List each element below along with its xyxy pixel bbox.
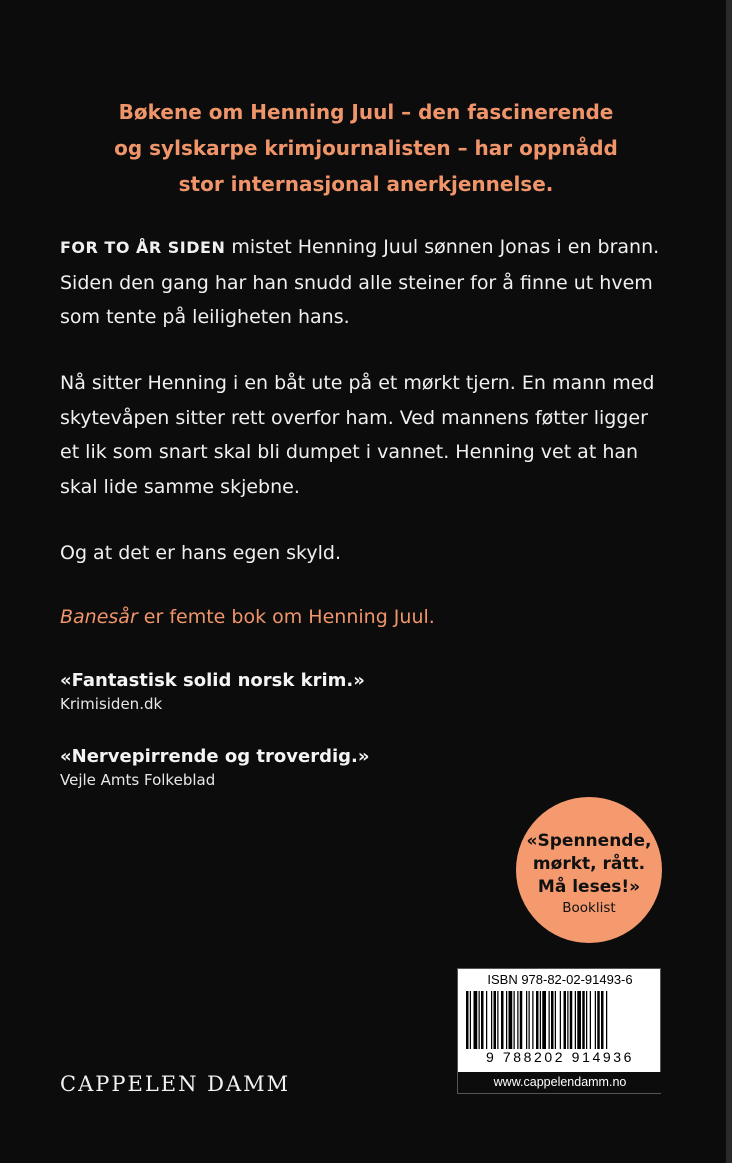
- publisher-logo: CAPPELEN DAMM: [60, 1072, 291, 1096]
- series-line: [60, 600, 660, 635]
- badge-line: «Spennende,: [526, 831, 652, 851]
- tagline-line: Bøkene om Henning Juul – den fascinerende: [118, 100, 614, 124]
- review-quote-1: [60, 669, 660, 715]
- badge-line: Må leses!»: [537, 877, 641, 897]
- tagline-line: og sylskarpe krimjournalisten – har oppnådd: [114, 136, 618, 160]
- badge-line: mørkt, rått.: [532, 854, 646, 874]
- tagline-line: stor internasjonal anerkjennelse.: [178, 172, 554, 196]
- spine-edge: [726, 0, 732, 1163]
- synopsis-paragraph-2: [60, 366, 660, 504]
- publisher-website: www.cappelendamm.no: [458, 1072, 662, 1093]
- barcode-box: [457, 968, 661, 1094]
- review-quote-2: [60, 745, 660, 791]
- quote-source: Krimisiden.dk: [60, 695, 163, 713]
- barcode-digits: 9 788202 914936: [486, 1049, 634, 1065]
- quote-source: Vejle Amts Folkeblad: [60, 771, 216, 789]
- synopsis-line: Nå sitter Henning i en båt ute på et mørkt tjern. En mann med: [60, 372, 655, 394]
- synopsis-lead: FOR TO ÅR SIDEN: [60, 238, 226, 257]
- barcode-icon: [464, 991, 654, 1049]
- synopsis-line: skytevåpen sitter rett overfor ham. Ved mannens føtter ligger: [60, 406, 648, 429]
- synopsis-text: mistet Henning Juul sønnen Jonas i en brann.: [225, 236, 660, 258]
- synopsis-line: Og at det er hans egen skyld.: [60, 542, 342, 564]
- synopsis-line: [60, 230, 660, 266]
- book-title: Banesår: [60, 606, 138, 628]
- series-note: [60, 600, 660, 635]
- synopsis-paragraph-1: [60, 230, 660, 335]
- badge-content: [516, 830, 662, 917]
- series-text: er femte bok om Henning Juul.: [137, 606, 435, 628]
- synopsis-line: skal lide samme skjebne.: [60, 475, 300, 498]
- quote-text: «Fantastisk solid norsk krim.»: [60, 670, 365, 691]
- synopsis-paragraph-3: [60, 536, 660, 571]
- quote-text: «Nervepirrende og troverdig.»: [60, 746, 370, 767]
- tagline: [90, 94, 642, 202]
- synopsis-line: et lik som snart skal bli dumpet i vannet. Henning vet at han: [60, 441, 639, 463]
- badge-source: Booklist: [562, 900, 616, 916]
- synopsis-line: Siden den gang har han snudd alle steiner for å finne ut hvem: [60, 271, 653, 294]
- synopsis-line: som tente på leiligheten hans.: [60, 306, 350, 328]
- review-badge: [516, 797, 662, 943]
- isbn-label: ISBN 978-82-02-91493-6: [487, 972, 633, 987]
